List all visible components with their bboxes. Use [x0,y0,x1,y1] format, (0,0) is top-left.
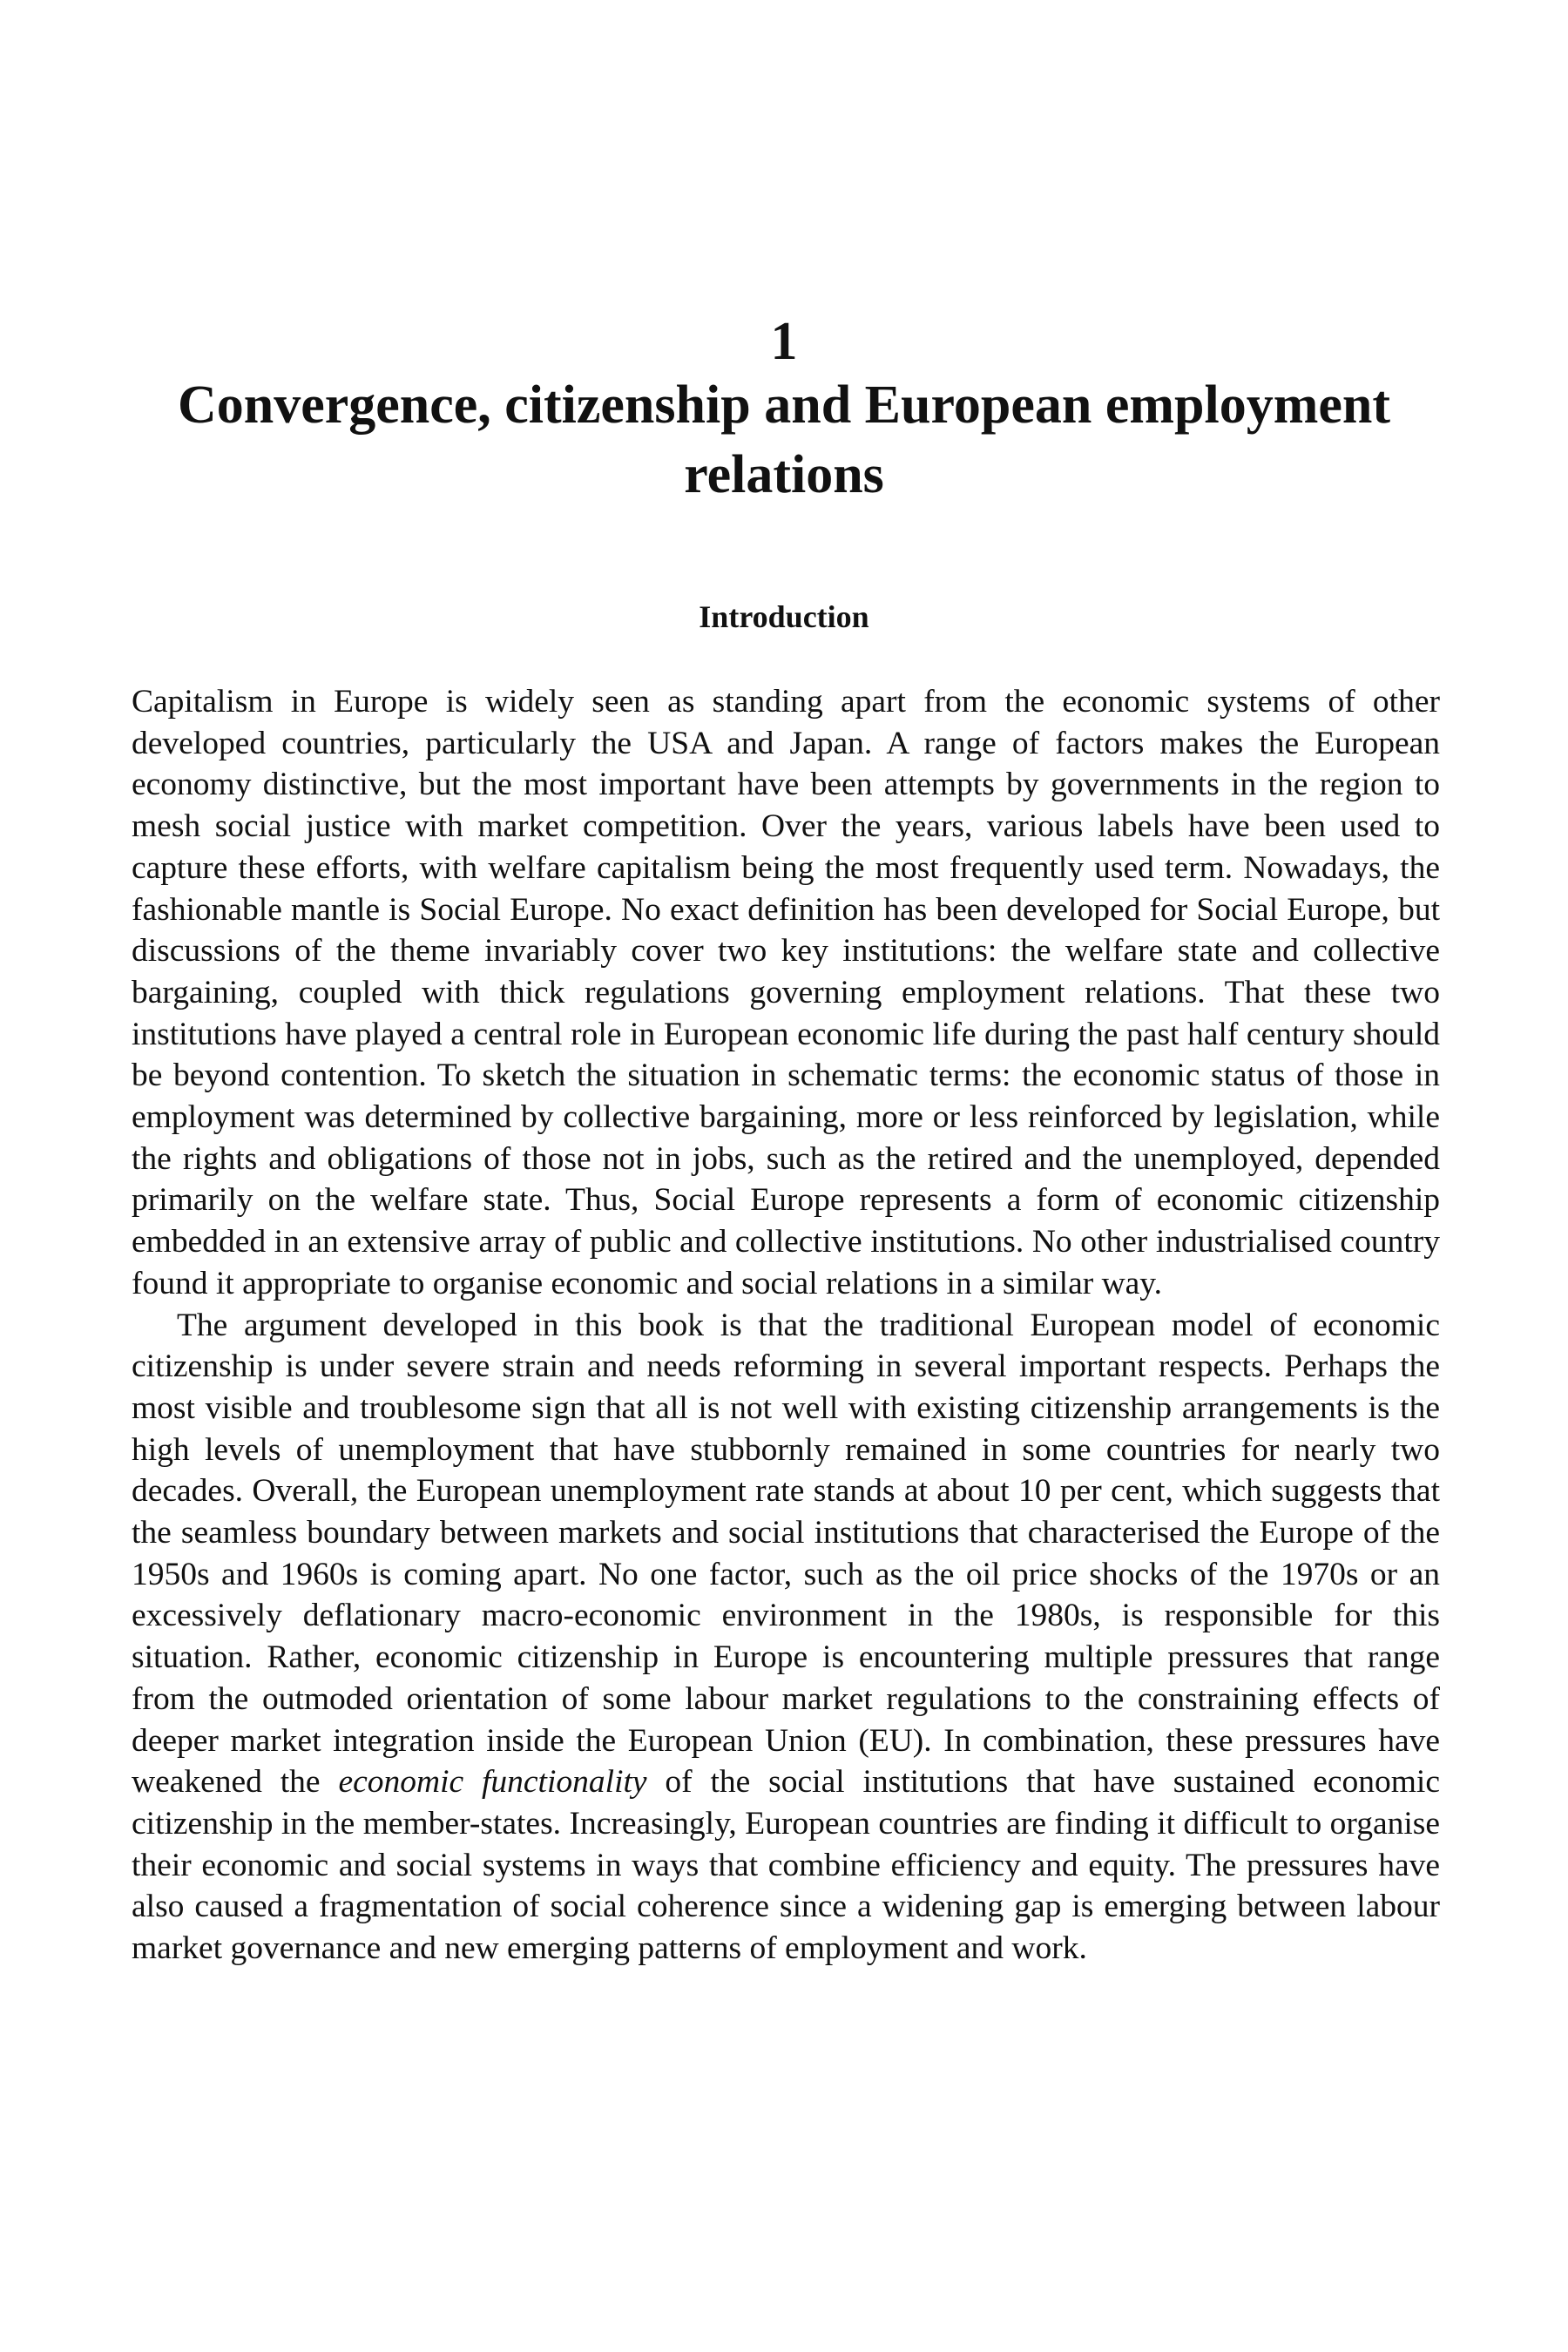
paragraph-1: Capitalism in Europe is widely seen as standing apart from the economic systems of other developed countries, particularly the USA and Japan. A range of factors makes the European economy distinctive, but the most important have been attempts by governments in the region to mesh social justice with market competition. Over the years, various labels have been used to capture these efforts, with welfare capitalism being the most frequently used term. Nowadays, the fashionable mantle is Social Europe. No exact definition has been developed for Social Europe, but discussions of the theme invariably cover two key institutions: the welfare state and collective bargaining, coupled with thick regulations governing employment relations. That these two institutions have played a central role in European economic life during the past half century should be beyond contention. To sketch the situation in schematic terms: the economic status of those in employment was determined by collective bargaining, more or less reinforced by legislation, while the rights and obligations of those not in jobs, such as the retired and the unemployed, depended primarily on the welfare state. Thus, Social Europe represents a form of economic citizenship embedded in an extensive array of public and collective institutions. No other industrialised country found it appropriate to organise economic and social relations in a similar way. [132,684,1440,1301]
body-text [132,681,1440,1970]
chapter-title: Convergence, citizenship and European employment relations [177,375,1391,504]
paragraph-2-text-end: of the social institutions that have sustained economic citizenship in the member-states. Increasingly, European countries are finding it difficult to organise their economic and social systems in ways that combine efficiency and equity. The pressures have also caused a fragmentation of social coherence since a widening gap is emerging between labour market governance and new emerging patterns of employment and work. [132,1764,1440,1967]
paragraph-2 [132,1305,1440,1970]
italic-phrase: economic functionality [338,1764,647,1801]
section-heading: Introduction [699,599,869,634]
chapter-number: 1 [770,312,798,371]
paragraph-2-text-start: The argument developed in this book is that the traditional European model of economic citizenship is under severe strain and needs reforming in several important respects. Perhaps the most visible and troublesome sign that all is not well with existing citizenship arrangements is the high levels of unemployment that have stubbornly remained in some countries for nearly two decades. Overall, the European unemployment rate stands at about 10 per cent, which suggests that the seamless boundary between markets and social institutions that characterised the Europe of the 1950s and 1960s is coming apart. No one factor, such as the oil price shocks of the 1970s or an excessively deflationary macro-economic environment in the 1980s, is responsible for this situation. Rather, economic citizenship in Europe is encountering multiple pressures that range from the outmoded orientation of some labour market regulations to the constraining effects of deeper market integration inside the European Union (EU). In combination, these pressures have weakened the [132,1307,1440,1801]
